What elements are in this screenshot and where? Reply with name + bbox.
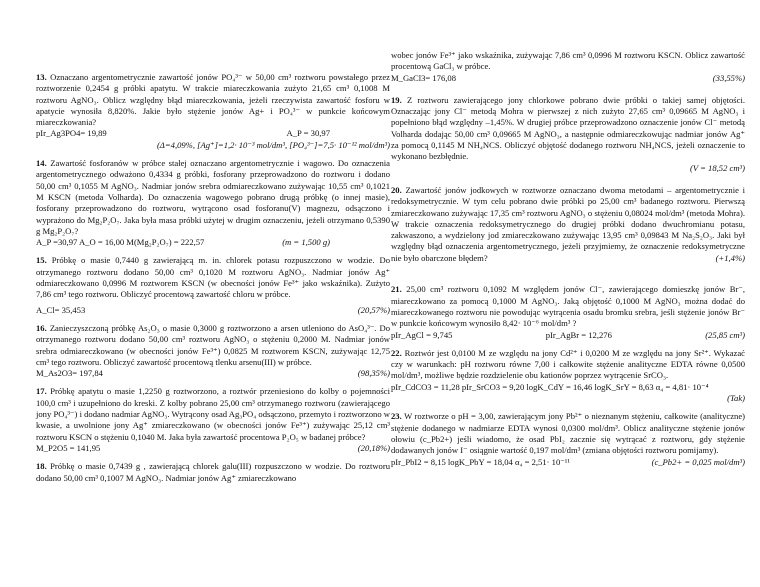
given-value: pIr_PbI2 = 8,15 logK_PbY = 18,04 α₄ = 2,51· 10⁻¹¹	[391, 456, 570, 467]
problem-text	[36, 461, 390, 484]
problem-19	[391, 95, 745, 174]
given-values	[36, 237, 390, 248]
answer-text: (+1,4%)	[715, 253, 745, 264]
problem-22	[391, 348, 745, 404]
problem-number: 22.	[391, 347, 402, 358]
problem-body: Zanieczyszczoną próbkę As₂O₃ o masie 0,3000 g roztworzono a arsen utleniono do AsO₄³⁻. Do otrzymanego roztworu dodano 50,00 cm³ roztworu AgNO₃ o stężeniu 0,2000 M. Nadmiar jonów srebra odmiareczkowano (w obecności jonów Fe³⁺) 0,0825 M roztworem KSCN, zużywając 12,75 cm³ tego roztworu. Obliczyć zawartość procentową tlenku arsenu(III) w próbce.	[36, 322, 391, 367]
problem-number: 14.	[36, 158, 47, 169]
given-values	[36, 368, 390, 379]
answer-text: (Tak)	[727, 393, 745, 404]
answer: (98,35%)	[357, 368, 390, 379]
problem-text	[391, 95, 745, 163]
problem-number: 23.	[391, 411, 402, 422]
problem-number: 13.	[36, 72, 47, 82]
given-value: pIr_AgCl = 9,745	[391, 329, 453, 340]
given-value: A_P = 30,97	[286, 128, 330, 139]
problem-13	[36, 72, 390, 151]
problem-text	[36, 323, 390, 368]
problem-text	[391, 284, 745, 329]
problem-number: 18.	[36, 461, 47, 472]
problem-body: W roztworze o pH = 3,00, zawierającym jony Pb²⁺ o nieznanym stężeniu, całkowite (analityczne) stężenie dodanego w nadmiarze EDTA wynosi 0,0300 mol/dm³. Oblicz analityczne stężenie jonów ołowiu (c_Pb2+) jeśli wiadomo, że osad PbI₂ zacznie się wytrącać z roztworu, gdy stężenie dodawanych jonów I⁻ osiągnie wartość 0,197 mol/dm³ (zmiana objętości roztworu pomijamy).	[391, 411, 745, 456]
problem-text	[391, 50, 745, 73]
problem-17	[36, 386, 390, 454]
problem-number: 21.	[391, 284, 402, 295]
problem-text	[391, 185, 745, 264]
problem-number: 20.	[391, 184, 402, 195]
problem-text	[391, 411, 745, 456]
given-value: A_P =30,97 A_O = 16,00 M(Mg₂P₂O₇) = 222,57	[36, 237, 205, 248]
given-value: pIr_Ag3PO4= 19,89	[36, 128, 107, 139]
problem-14	[36, 158, 390, 248]
answer: (25,85 cm³)	[705, 329, 745, 340]
answer: (33,55%)	[712, 72, 745, 83]
problem-number: 19.	[391, 94, 402, 105]
problem-body: Próbkę o masie 0,7439 g , zawierającą chlorek galu(III) rozpuszczono w wodzie. Do roztworu dodano 50,00 cm³ 0,1007 M AgNO₃. Nadmiar jonów Ag⁺ zmiareczkowano	[36, 461, 390, 483]
answer-text: (Δ=4,09%, [Ag⁺]=1,2· 10⁻³ mol/dm³, [PO₄³⁻]=7,5· 10⁻¹² mol/dm³)	[156, 139, 390, 150]
answer: (20,57%)	[357, 304, 390, 315]
given-values	[36, 128, 390, 139]
problem-text	[36, 386, 390, 442]
problem-body: Zawartość fosforanów w próbce stałej oznaczano argentometrycznie i wagowo. Do oznaczenia argentometrycznego odważono 0,4334 g próbki, fosforany przeprowadzono do roztworu i dodano 50,00 cm³ 0,1055 M AgNO₃. Nadmiar jonów srebra odmiareczkowano zużywając 10,55 cm³ 0,1021 M KSCN (metoda Volharda). Do oznaczenia wagowego pobrano drugą próbkę (o innej masie), fosforany przeprowadzono do roztworu, wytrącono osad fosforanu(V) magnezu, odsączono i wyprażono do Mg₂P₂O₇. Jaka była masa próbki użytej w drugim oznaczeniu, jeżeli otrzymano 0,5390 g Mg₂P₂O₇?	[36, 158, 391, 236]
problem-text	[391, 348, 745, 382]
problem-text	[36, 158, 390, 237]
given-value: pIr_AgBr = 12,276	[545, 329, 612, 340]
problem-body: Oznaczano argentometrycznie zawartość jonów PO₄³⁻ w 50,00 cm³ roztworu powstałego przez roztworzenie 0,2454 g próbki apatytu. W trakcie miareczkowania zużyto 21,65 cm³ 0,1008 M roztworu AgNO₃. Oblicz względny błąd miareczkowania, jeżeli rzeczywista zawartość fosforu w apatycie wynosiła 8,820%. Jakie było stężenie jonów Ag+ i PO₄³⁻ w punkcie końcowym miareczkowania?	[36, 72, 390, 128]
answer	[391, 163, 745, 174]
answer: (20,18%)	[357, 442, 390, 453]
problem-15	[36, 255, 390, 315]
left-column	[36, 72, 390, 491]
problem-body: Z roztworu zawierającego jony chlorkowe pobrano dwie próbki o takiej samej objętości. Oznaczając jony Cl⁻ metodą Mohra w pierwszej z nich zużyto 27,65 cm³ 0,09665 M AgNO₃ i popełniono błąd względny –1,45%. W drugiej próbce przeprowadzono oznaczenie jonów Cl⁻ metodą Volharda dodając 50,00 cm³ 0,09665 M AgNO₃, a następnie odmiareczkowując nadmiar jonów Ag⁺ za pomocą 0,1145 M NH₄NCS. Obliczyć objętość dodanego roztworu NH₄NCS, jeżeli oznaczenie to wykonano bezbłędnie.	[391, 94, 745, 162]
right-column	[391, 50, 745, 475]
given-value: M_P2O5 = 141,95	[36, 442, 101, 453]
problem-number: 15.	[36, 255, 47, 266]
given-value: pIr_CdCO3 = 11,28 pIr_SrCO3 = 9,20 logK_CdY = 16,46 logK_SrY = 8,63 α₄ = 4,81· 10⁻⁴	[391, 381, 709, 392]
problem-body: wobec jonów Fe³⁺ jako wskaźnika, zużywając 7,86 cm³ 0,0996 M roztworu KSCN. Oblicz zawartość procentową GaCl₃ w próbce.	[391, 50, 745, 72]
problem-body: 25,00 cm³ roztworu 0,1092 M względem jonów Cl⁻, zawierającego domieszkę jonów Br⁻, miareczkowano za pomocą 0,1000 M AgNO₃. Jaką objętość 0,1000 M AgNO₃ można dodać do miareczkowanego roztworu nie powodując wytrącenia osadu bromku srebra, jeśli stężenie jonów Br⁻ w punkcie końcowym wynosiło 8,42· 10⁻⁶ mol/dm³ ?	[391, 284, 745, 329]
problem-number: 16.	[36, 322, 47, 333]
problem-number: 17.	[36, 386, 47, 397]
problem-16	[36, 323, 390, 379]
problem-body: Roztwór jest 0,0100 M ze względu na jony Cd²⁺ i 0,0200 M ze względu na jony Sr²⁺. Wykazać czy w warunkach: pH roztworu równe 7,00 i całkowite stężenie analityczne EDTA równe 0,0500 mol/dm³, możliwe będzie rozdzielenie obu kationów poprzez wytrącenie SrCO₃.	[391, 347, 745, 381]
given-values	[36, 305, 390, 316]
problem-18-continued	[391, 50, 745, 84]
problem-text	[36, 255, 390, 300]
answer: (m = 1,500 g)	[282, 237, 330, 248]
problem-body: Próbkę apatytu o masie 1,2250 g roztworzono, a roztwór przeniesiono do kolby o pojemności 100,0 cm³ i uzupełniono do kreski. Z kolby pobrano 25,00 cm³ otrzymanego roztworu (zawierającego jony PO₄³⁻) i dodano nadmiar AgNO₃. Wytrącony osad Ag₃PO₄ odsączono, przemyto i roztworzono w kwasie, a uwolnione jony Ag⁺ zmiareczkowano (w obecności jonów Fe³⁺) zużywając 25,12 cm³ roztworu KSCN o stężeniu 0,1040 M. Jaka była zawartość procentowa P₂O₅ w badanej próbce?	[36, 386, 390, 442]
problem-text	[36, 72, 390, 128]
given-values	[391, 457, 745, 468]
answer	[391, 393, 745, 404]
given-value: M_As2O3= 197,84	[36, 368, 103, 379]
answer: (c_Pb2+ = 0,025 mol/dm³)	[651, 456, 745, 467]
given-values	[391, 73, 745, 84]
given-values	[36, 443, 390, 454]
problem-20	[391, 185, 745, 264]
problem-23	[391, 411, 745, 467]
answer	[36, 140, 390, 151]
given-values	[391, 330, 745, 341]
problem-body: Zawartość jonów jodkowych w roztworze oznaczano dwoma metodami – argentometrycznie i redoksymetrycznie. W tym celu pobrano dwie próbki po 25,00 cm³ badanego roztworu. Pierwszą zmiareczkowano zużywając 17,35 cm³ roztworu AgNO₃ o stężeniu 0,08024 mol/dm³ (metoda Mohra). W trakcie oznaczenia redoksymetrycznego do drugiej próbki dodano dwuchromianu potasu, zakwaszono, a wydzielony jod zmiareczkowano zużywając 13,95 cm³ 0,09843 M Na₂S₂O₃. Jaki był względny błąd oznaczenia argentometrycznego, jeżeli przyjmiemy, że oznaczenie redoksymetryczne nie było obarczone błędem?	[391, 184, 745, 263]
problem-21	[391, 284, 745, 340]
given-value: A_Cl= 35,453	[36, 304, 86, 315]
given-values	[391, 382, 745, 393]
problem-body: Próbkę o masie 0,7440 g zawierającą m. in. chlorek potasu rozpuszczono w wodzie. Do otrzymanego roztworu dodano 50,00 cm³ 0,1020 M roztworu AgNO₃. Nadmiar jonów Ag⁺ odmiareczkowano 0,0996 M roztworem KSCN (w obecności jonów Fe³⁺ jako wskaźnika). Zużyto 7,86 cm³ tego roztworu. Obliczyć procentową zawartość chloru w próbce.	[36, 255, 390, 300]
answer-text: (V = 18,52 cm³)	[690, 162, 745, 173]
given-value: M_GaCl3= 176,08	[391, 72, 457, 83]
problem-18	[36, 461, 390, 484]
